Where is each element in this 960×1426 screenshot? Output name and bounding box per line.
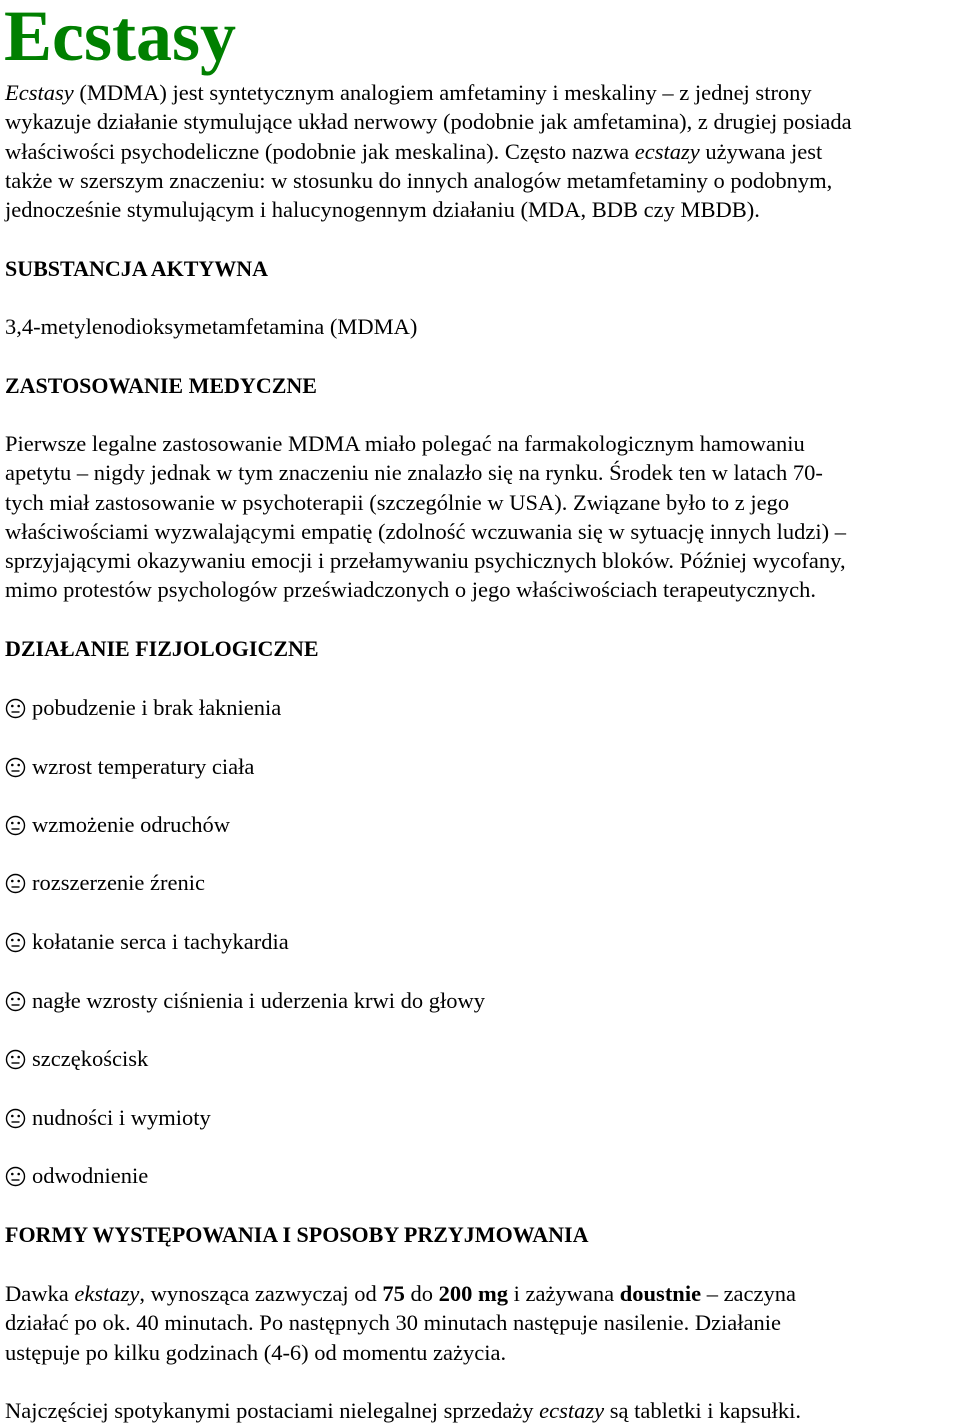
common-a: Najczęściej spotykanymi postaciami nielegalnej sprzedaży <box>5 1398 540 1423</box>
dose-b: , wynosząca zazwyczaj od <box>139 1281 383 1306</box>
medical-line-6: mimo protestów psychologów przeświadczonych o jego właściwościach terapeutycznych. <box>5 577 816 603</box>
list-item <box>5 1044 148 1073</box>
intro-line-3-italic: ecstazy <box>634 138 700 164</box>
substance-value: 3,4-metylenodioksymetamfetamina (MDMA) <box>5 314 418 339</box>
medical-line-1: Pierwsze legalne zastosowanie MDMA miało polegać na farmakologicznym hamowaniu <box>5 431 805 456</box>
intro-line-1 <box>5 78 852 107</box>
dose-line-1 <box>5 1279 796 1308</box>
neutral-face-icon <box>5 1166 26 1187</box>
dose-line-2: działać po ok. 40 minutach. Po następnych 30 minutach następuje nasilenie. Działanie <box>5 1310 782 1336</box>
neutral-face-icon <box>5 991 26 1012</box>
list-item-label: rozszerzenie źrenic <box>32 870 205 895</box>
substance-heading: SUBSTANCJA AKTYWNA <box>5 256 269 281</box>
list-item <box>5 927 289 956</box>
list-item-label: wzmożenie odruchów <box>32 812 231 837</box>
list-item-label: wzrost temperatury ciała <box>32 754 255 779</box>
medical-heading: ZASTOSOWANIE MEDYCZNE <box>5 373 317 398</box>
neutral-face-icon <box>5 873 26 894</box>
medical-line-5: sprzyjającymi okazywaniu emocji i przełamywaniu psychicznych bloków. Później wycofany, <box>5 548 846 574</box>
list-item <box>5 752 254 781</box>
intro-line-3 <box>5 137 852 166</box>
list-item <box>5 1161 148 1190</box>
page-title: Ecstasy <box>4 0 236 76</box>
intro-paragraph <box>5 78 852 224</box>
list-item-label: odwodnienie <box>32 1163 149 1188</box>
list-item <box>5 868 205 897</box>
dose-a: Dawka <box>5 1281 75 1306</box>
list-item <box>5 693 281 722</box>
neutral-face-icon <box>5 1049 26 1070</box>
list-item-label: nudności i wymioty <box>32 1105 211 1130</box>
neutral-face-icon <box>5 932 26 953</box>
dose-min: 75 <box>382 1281 405 1306</box>
dose-d: i zażywana <box>507 1281 620 1306</box>
intro-line-4: także w szerszym znaczeniu: w stosunku do innych analogów metamfetaminy o podobnym, <box>5 167 833 193</box>
common-italic: ecstazy <box>539 1398 605 1423</box>
list-item-label: szczękościsk <box>32 1046 149 1071</box>
list-item <box>5 986 485 1015</box>
physiological-heading: DZIAŁANIE FIZJOLOGICZNE <box>5 636 319 661</box>
intro-line-2: wykazuje działanie stymulujące układ nerwowy (podobnie jak amfetamina), z drugiej posiada <box>5 109 852 135</box>
medical-paragraph <box>5 429 846 605</box>
neutral-face-icon <box>5 815 26 836</box>
medical-line-3: tych miał zastosowanie w psychoterapii (szczególnie w USA). Związane było to z jego <box>5 489 790 515</box>
dose-paragraph <box>5 1279 796 1367</box>
common-forms-paragraph <box>5 1396 801 1425</box>
neutral-face-icon <box>5 757 26 778</box>
list-item <box>5 1103 211 1132</box>
intro-line-3-b: używana jest <box>699 138 823 164</box>
dose-italic: ekstazy <box>74 1281 140 1306</box>
list-item-label: pobudzenie i brak łaknienia <box>32 695 282 720</box>
intro-term-italic: Ecstasy <box>5 80 74 105</box>
forms-heading: FORMY WYSTĘPOWANIA I SPOSOBY PRZYJMOWANIA <box>5 1222 589 1247</box>
dose-e: – zaczyna <box>701 1281 796 1306</box>
intro-line-1-rest: (MDMA) jest syntetycznym analogiem amfetaminy i meskaliny – z jednej strony <box>73 80 812 105</box>
medical-line-2: apetytu – nigdy jednak w tym znaczeniu nie znalazło się na rynku. Środek ten w latach 70- <box>5 460 823 486</box>
list-item-label: kołatanie serca i tachykardia <box>32 929 289 954</box>
list-item <box>5 810 230 839</box>
neutral-face-icon <box>5 1108 26 1129</box>
dose-route: doustnie <box>619 1281 702 1306</box>
dose-max: 200 mg <box>438 1281 508 1306</box>
intro-line-3-a: właściwości psychodeliczne (podobnie jak meskalina). Często nazwa <box>5 138 635 164</box>
dose-line-3: ustępuje po kilku godzinach (4-6) od momentu zażycia. <box>5 1339 507 1365</box>
medical-line-4: właściwościami wyzwalającymi empatię (zdolność wczuwania się w sytuację innych ludzi) – <box>5 518 846 544</box>
neutral-face-icon <box>5 698 26 719</box>
common-b: są tabletki i kapsułki. <box>604 1398 801 1423</box>
dose-c: do <box>404 1281 439 1306</box>
list-item-label: nagłe wzrosty ciśnienia i uderzenia krwi do głowy <box>32 988 485 1013</box>
intro-line-5: jednocześnie stymulującym i halucynogennym działaniu (MDA, BDB czy MBDB). <box>5 197 760 223</box>
